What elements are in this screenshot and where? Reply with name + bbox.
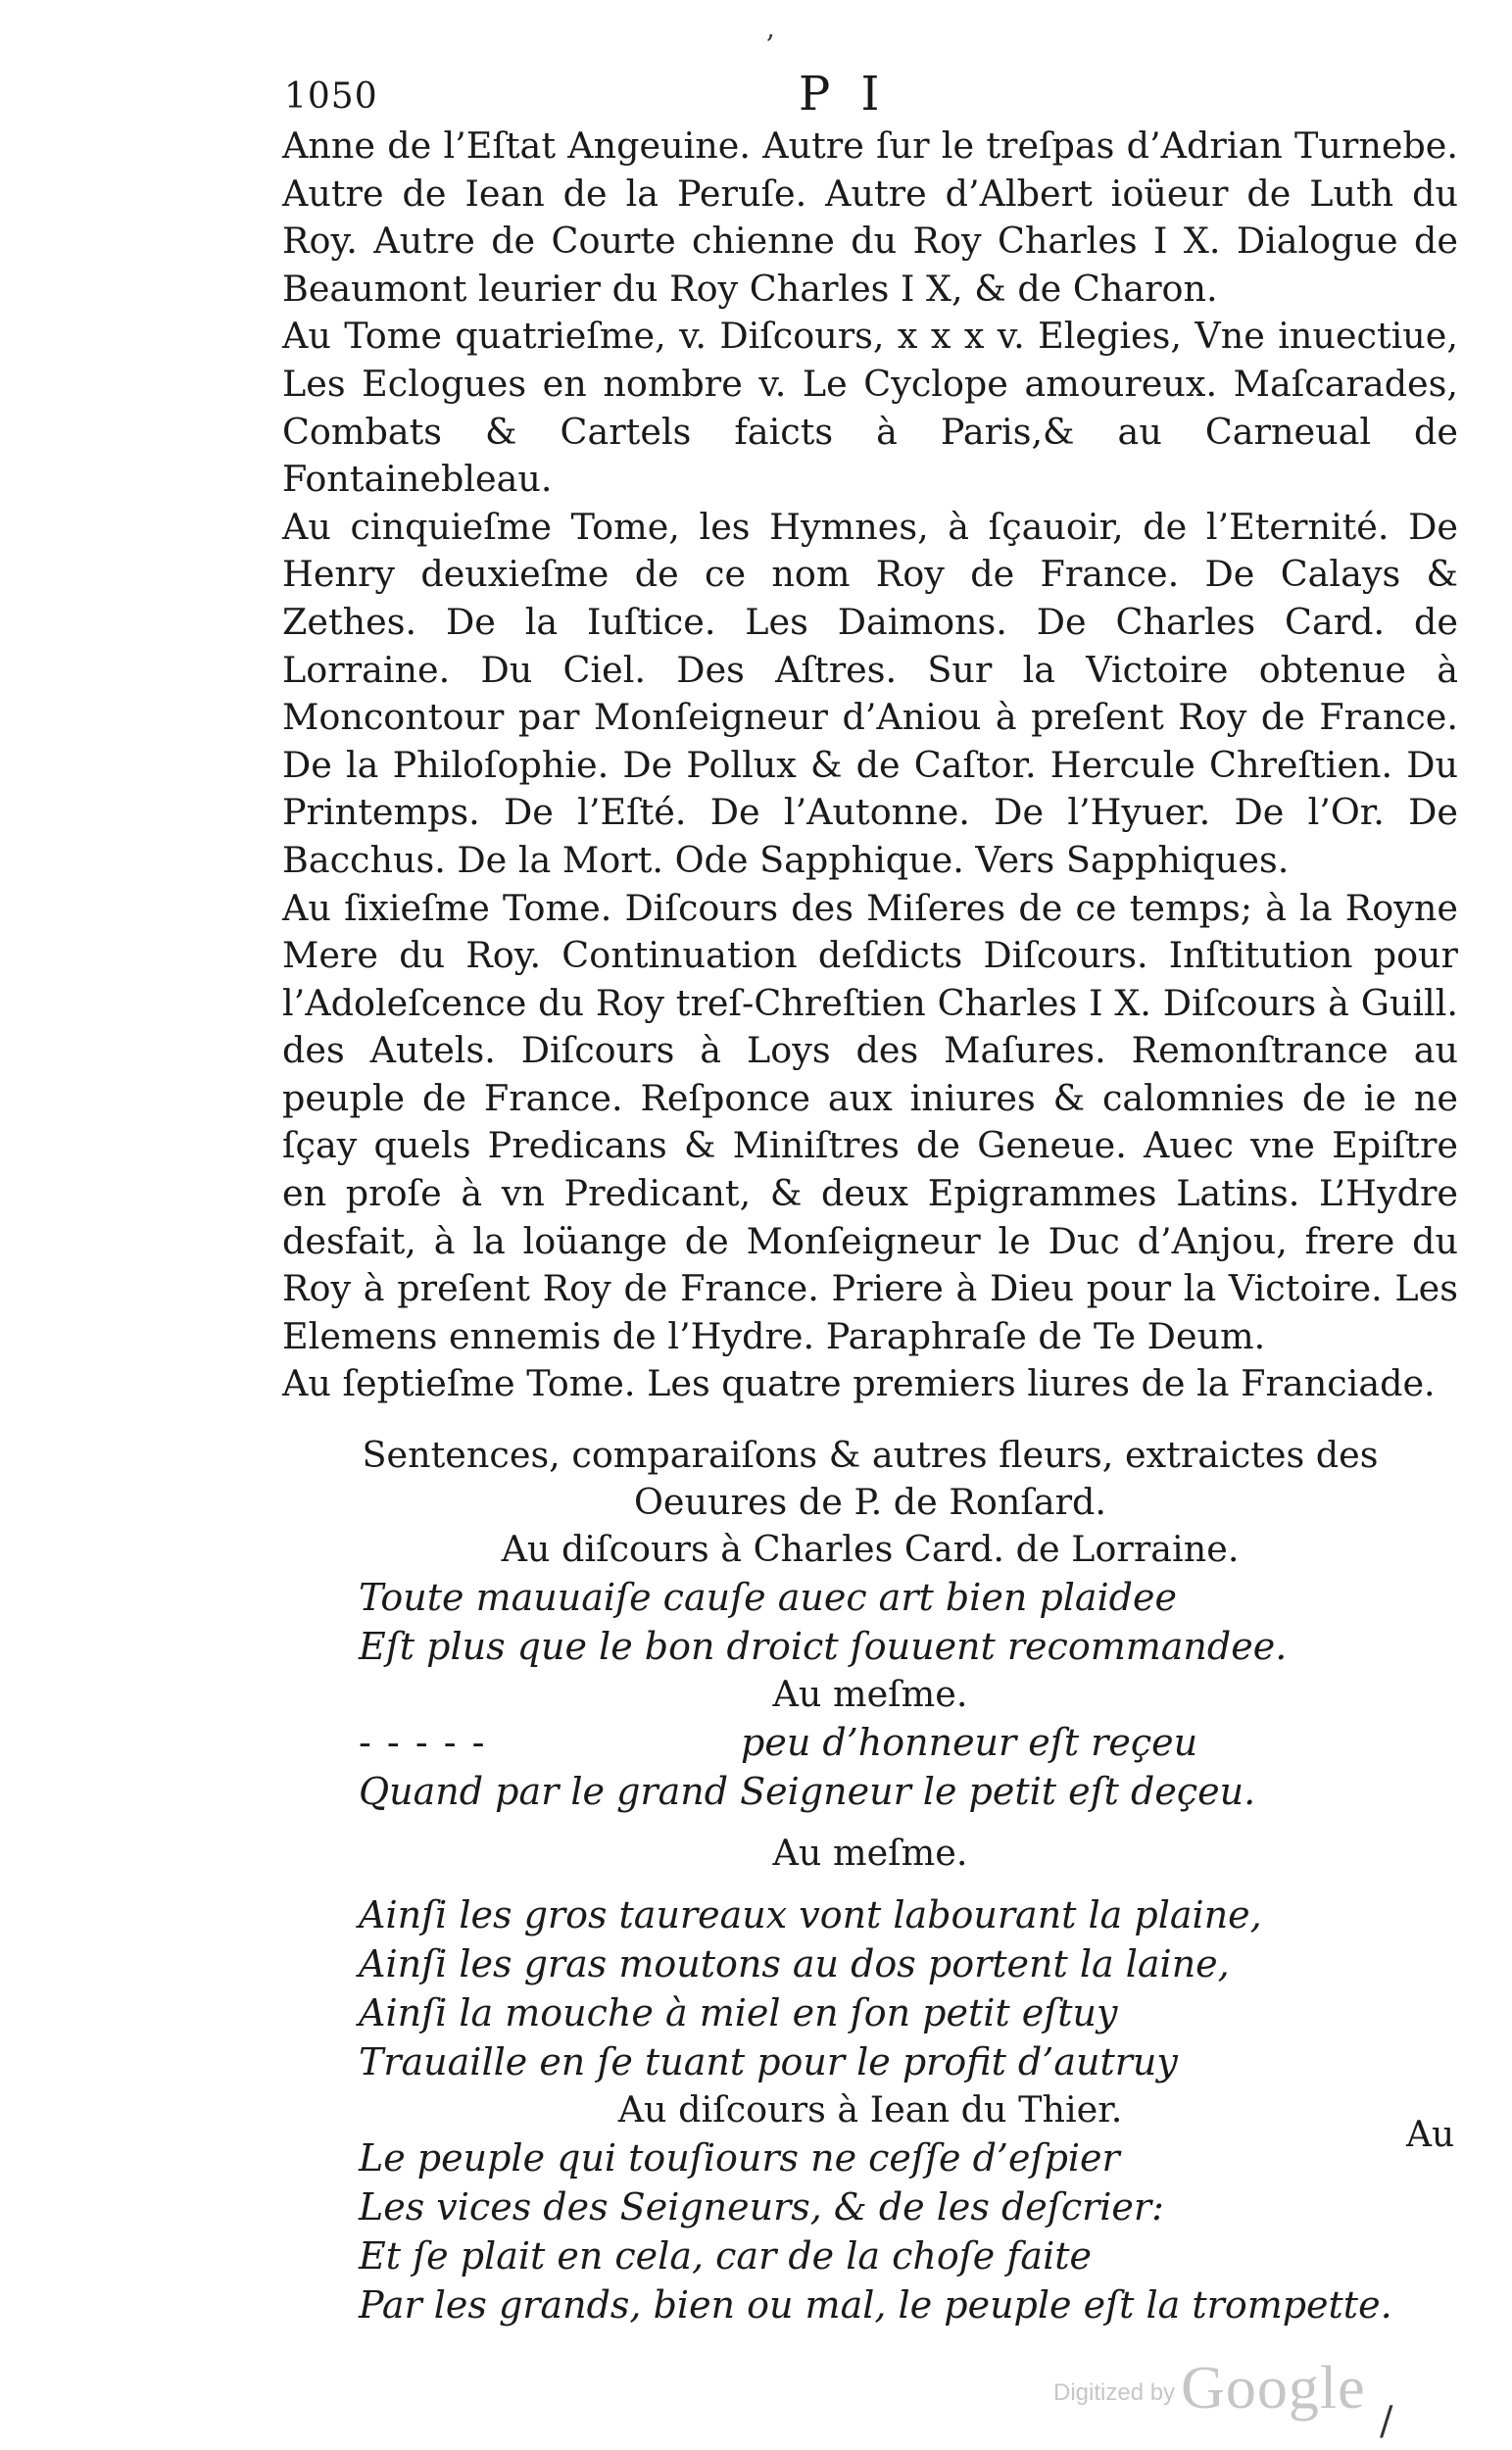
- toc-paragraph: Au cinquieſme Tome, les Hymnes, à ſçauoir, de l’Eternité. De Henry deuxieſme de ce nom Roy de France. De Calays & Zethes. De la Iuſtice. Les Daimons. De Charles Card. de Lorraine. Du Ciel. Des Aſtres. Sur la Victoire obtenue à Moncontour par Monſeigneur d’Aniou à preſent Roy de France. De la Philoſophie. De Pollux & de Caſtor. Hercule Chreſtien. Du Printemps. De l’Eſté. De l’Autonne. De l’Hyuer. De l’Or. De Bacchus. De la Mort. Ode Sapphique. Vers Sapphiques.: [282, 505, 1458, 881]
- catchword: Au: [1406, 2115, 1455, 2155]
- toc-paragraph: Au Tome quatrieſme, v. Diſcours, x x x v. Elegies, Vne inuectiue, Les Eclogues en nombre v. Le Cyclope amoureux. Maſcarades, Combats & Cartels faicts à Paris,& au Carneual de Fontainebleau.: [282, 315, 1458, 501]
- scan-speck: ,: [766, 12, 775, 44]
- google-logo: Google: [1181, 2355, 1366, 2422]
- verse-line-with-ellipsis: [282, 1718, 1458, 1767]
- toc-paragraph: Au ſixieſme Tome. Diſcours des Miſeres de ce temps; à la Royne Mere du Roy. Continuation deſdicts Diſcours. Inſtitution pour l’Adoleſcence du Roy treſ-Chreſtien Charles I X. Diſcours à Guill. des Autels. Diſcours à Loys des Maſures. Remonſtrance au peuple de France. Reſponce aux iniures & calomnies de ie ne ſçay quels Predicans & Miniſtres de Geneue. Auec vne Epiſtre en proſe à vn Predicant, & deux Epigrammes Latins. L’Hydre desfait, à la loüange de Monſeigneur le Duc d’Anjou, frere du Roy à preſent Roy de France. Priere à Dieu pour la Victoire. Les Elemens ennemis de l’Hydre. Paraphraſe de Te Deum.: [282, 886, 1458, 1357]
- verse-line-text: peu d’honneur eſt reçeu: [741, 1721, 1198, 1765]
- verse-line: Le peuple qui touſiours ne ceſſe d’eſpier: [359, 2136, 1120, 2180]
- sentences-title-line1: Sentences, comparaiſons & autres fleurs, extraictes des: [362, 1434, 1379, 1477]
- verse-line: Les vices des Seigneurs, & de les deſcrier:: [359, 2185, 1164, 2230]
- sentences-title-line2: Oeuures de P. de Ronſard.: [633, 1481, 1107, 1524]
- section-heading: Au diſcours à Iean du Thier.: [617, 2088, 1123, 2132]
- verse-line: Ainſi les gras moutons au dos portent la laine,: [359, 1942, 1230, 1986]
- section-heading: Au meſme.: [772, 1832, 968, 1875]
- toc-paragraph: Anne de l’Eſtat Angeuine. Autre ſur le treſpas d’Adrian Turnebe. Autre de Iean de la Peruſe. Autre d’Albert ioüeur de Luth du Roy. Autre de Courte chienne du Roy Charles I X. Dialogue de Beaumont leurier du Roy Charles I X, & de Charon.: [282, 124, 1458, 310]
- digitized-by-google-watermark: [1053, 2354, 1366, 2424]
- verse-line: Par les grands, bien ou mal, le peuple eſt la trompette.: [359, 2283, 1392, 2328]
- verse-line: Et ſe plait en cela, car de la choſe faite: [359, 2234, 1092, 2278]
- verse-line: Trauaille en ſe tuant pour le profit d’autruy: [359, 2040, 1178, 2084]
- watermark-prefix: Digitized by: [1053, 2379, 1176, 2406]
- verse-line: Toute mauuaiſe cauſe auec art bien plaidee: [359, 1576, 1177, 1620]
- elision-dashes: - - - - -: [359, 1721, 487, 1765]
- toc-paragraph: Au ſeptieſme Tome. Les quatre premiers liures de la Franciade.: [282, 1362, 1436, 1405]
- running-headword: P I: [799, 67, 888, 122]
- verse-line: Ainſi la mouche à miel en ſon petit eſtuy: [359, 1991, 1118, 2035]
- section-heading: Au meſme.: [772, 1673, 968, 1716]
- section-heading: Au diſcours à Charles Card. de Lorraine.: [501, 1528, 1240, 1571]
- scan-speck: /: [1380, 2399, 1393, 2444]
- verse-line: Quand par le grand Seigneur le petit eſt deçeu.: [359, 1770, 1256, 1814]
- page-number: 1050: [284, 76, 378, 117]
- verse-line: Ainſi les gros taureaux vont labourant la plaine,: [359, 1893, 1262, 1937]
- verse-line: Eſt plus que le bon droict ſouuent recommandee.: [359, 1625, 1288, 1669]
- body-text: [282, 122, 1458, 2329]
